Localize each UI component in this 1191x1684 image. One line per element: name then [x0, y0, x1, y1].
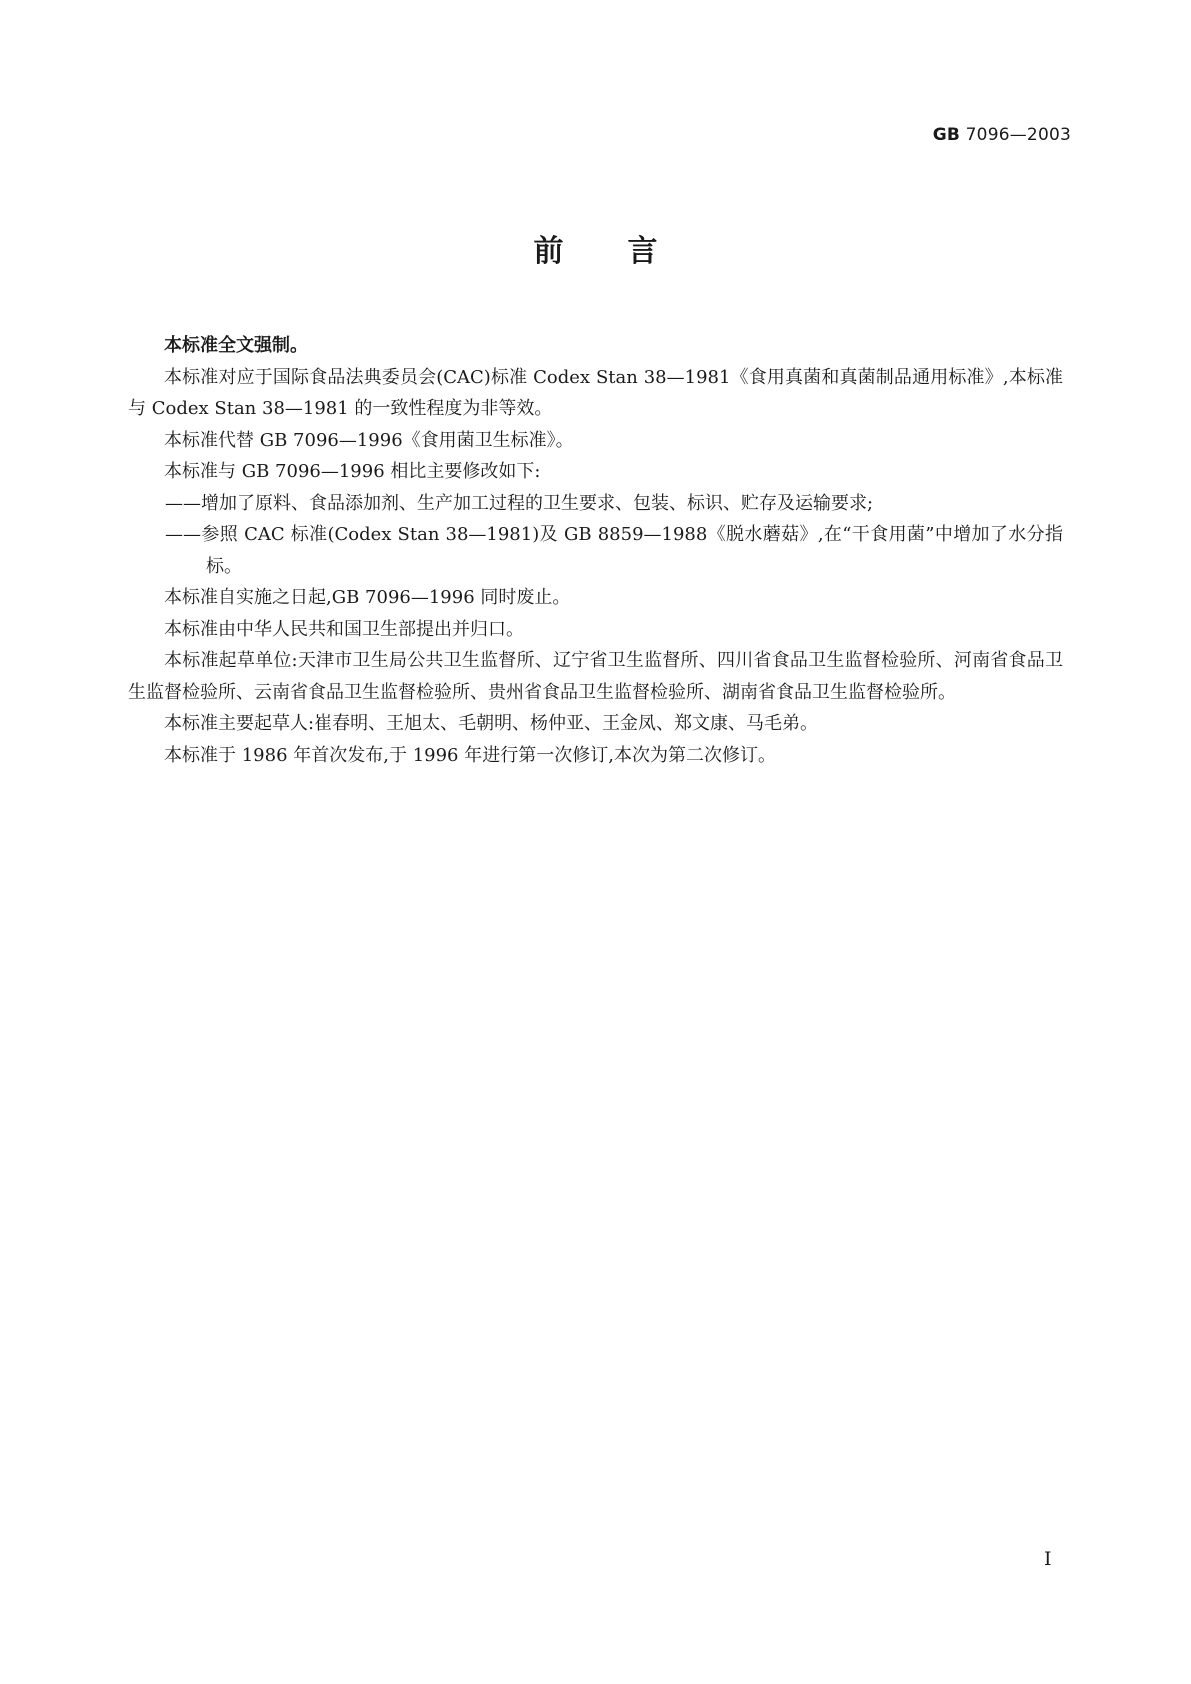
paragraph-history: 本标准于 1986 年首次发布,于 1996 年进行第一次修订,本次为第二次修订。 — [164, 744, 776, 766]
paragraph-drafters: 本标准主要起草人:崔春明、王旭太、毛朝明、杨仲亚、王金凤、郑文康、马毛弟。 — [164, 713, 819, 734]
paragraph-changes-intro: 本标准与 GB 7096—1996 相比主要修改如下: — [164, 461, 541, 482]
standard-prefix: GB — [932, 125, 961, 145]
page-number: I — [1044, 1548, 1052, 1570]
paragraph-abolish: 本标准自实施之日起,GB 7096—1996 同时废止。 — [164, 587, 571, 608]
paragraph-proposer: 本标准由中华人民共和国卫生部提出并归口。 — [164, 618, 524, 640]
standard-number: 7096—2003 — [960, 125, 1071, 145]
document-body — [128, 330, 1063, 771]
standard-code — [933, 125, 1071, 145]
mandatory-statement: 本标准全文强制。 — [164, 335, 308, 356]
paragraph-drafting-units: 本标准起草单位:天津市卫生局公共卫生监督所、辽宁省卫生监督所、四川省食品卫生监督检验所、河南省食品卫生监督检验所、云南省食品卫生监督检验所、贵州省食品卫生监督检验所、湖南省食品卫生监督检验所。 — [128, 650, 1063, 703]
paragraph-correspondence: 本标准对应于国际食品法典委员会(CAC)标准 Codex Stan 38—1981《食用真菌和真菌制品通用标准》,本标准与 Codex Stan 38—1981 的一致性程度为非等效。 — [128, 366, 1063, 419]
change-item: ——参照 CAC 标准(Codex Stan 38—1981)及 GB 8859—1988《脱水蘑菇》,在“干食用菌”中增加了水分指标。 — [165, 524, 1063, 577]
change-item: ——增加了原料、食品添加剂、生产加工过程的卫生要求、包装、标识、贮存及运输要求; — [165, 492, 874, 514]
paragraph-replaces: 本标准代替 GB 7096—1996《食用菌卫生标准》。 — [164, 429, 574, 451]
page-title: 前言 — [533, 234, 722, 269]
